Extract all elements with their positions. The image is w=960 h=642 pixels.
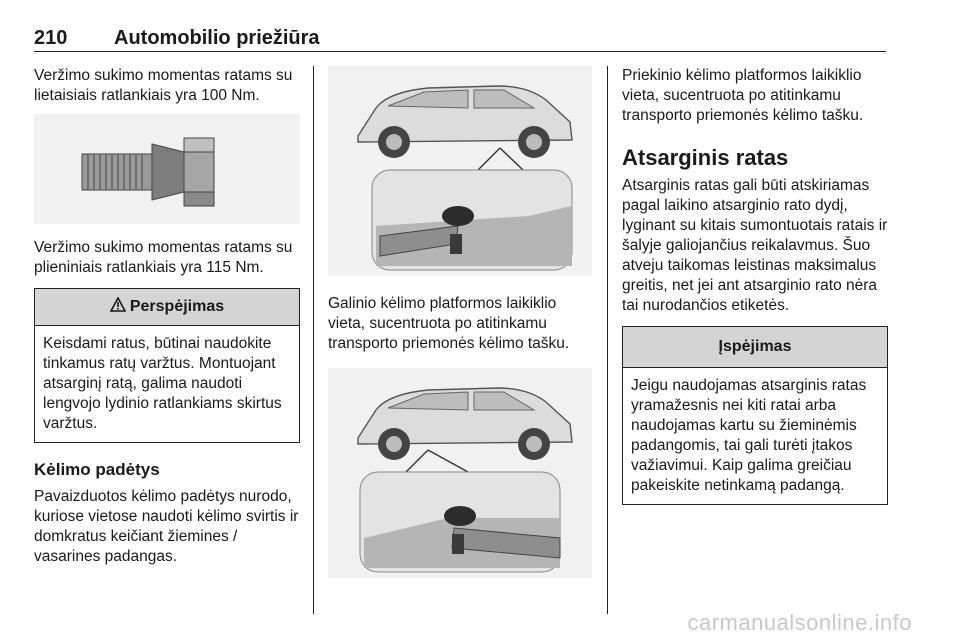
watermark: carmanualsonline.info [687, 610, 912, 635]
chapter-title: Automobilio priežiūra [114, 27, 320, 49]
page-header [34, 27, 886, 52]
notice-body [623, 368, 887, 504]
warning-triangle-icon [110, 297, 126, 317]
warning-body [35, 326, 299, 442]
front-lift-point-illustration [328, 368, 592, 578]
notice-header [623, 327, 887, 368]
lifting-points-heading: Kėlimo padėtys [34, 460, 160, 479]
warning-text: Keisdami ratus, būtinai naudokite tinkamus ratų varžtus. Montuojant atsarginį ratą, galima naudoti lengvojo lydinio ratlankiams skirtus varžtus. [43, 335, 282, 432]
column-1 [34, 66, 300, 567]
warning-box [34, 288, 300, 443]
torque-alloy-text: Veržimo sukimo momentas ratams su lietaisiais ratlankiais yra 100 Nm. [34, 67, 293, 104]
column-divider-2 [607, 66, 608, 614]
column-divider-1 [313, 66, 314, 614]
column-3 [622, 66, 888, 505]
rear-lift-point-illustration [328, 66, 592, 276]
notice-box [622, 326, 888, 505]
front-lift-caption: Priekinio kėlimo platformos laikiklio vieta, sucentruota po atitinkamu transporto priemonės kėlimo tašku. [622, 67, 864, 124]
spare-wheel-heading: Atsarginis ratas [622, 145, 789, 170]
spare-wheel-text: Atsarginis ratas gali būti atskiriamas pagal laikino atsarginio rato dydį, lyginant su kitais sumontuotais ratais ir šalyje galiojančius reikalavmus. Šuo atveju taikomas leistinas maksimalus greitis, net jei ant atsarginio rato nėra tai nurodančios etiketės. [622, 177, 888, 314]
warning-header [35, 289, 299, 326]
page-number: 210 [34, 27, 68, 49]
torque-steel-text: Veržimo sukimo momentas ratams su plieniniais ratlankiais yra 115 Nm. [34, 239, 293, 276]
wheel-bolt-illustration [34, 114, 300, 224]
warning-title: Perspėjimas [129, 298, 225, 315]
lifting-points-text: Pavaizduotos kėlimo padėtys nurodo, kuriose vietose naudoti kėlimo svirtis ir domkratus keičiant žiemines / vasarines padangas. [34, 488, 299, 565]
column-2 [328, 66, 592, 578]
notice-title: Įspėjimas [718, 338, 792, 355]
notice-text: Jeigu naudojamas atsarginis ratas yramažesnis nei kiti ratai arba naudojamas kartu su žieminėmis padangomis, tai gali turėti įtakos važiavimui. Kaip galima greičiau pakeiskite netinkamą padangą. [631, 377, 867, 494]
rear-lift-caption: Galinio kėlimo platformos laikiklio vieta, sucentruota po atitinkamu transporto priemonės kėlimo tašku. [328, 295, 570, 352]
